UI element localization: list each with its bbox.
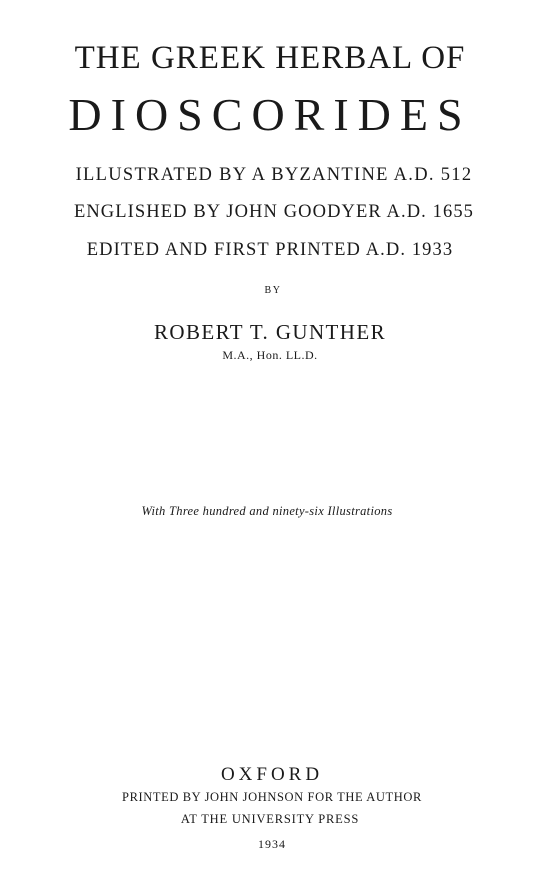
publication-year: 1934 bbox=[258, 837, 286, 851]
title-line-1: THE GREEK HERBAL OF bbox=[74, 40, 466, 76]
printer-line-2: AT THE UNIVERSITY PRESS bbox=[180, 812, 360, 826]
subtitle-line-2: ENGLISHED BY JOHN GOODYER A.D. 1655 bbox=[73, 202, 475, 222]
title-line-2: DIOSCORIDES bbox=[68, 89, 472, 140]
subtitle-line-3: EDITED AND FIRST PRINTED A.D. 1933 bbox=[86, 240, 454, 260]
author-degrees: M.A., Hon. LL.D. bbox=[222, 348, 318, 362]
publisher-city: OXFORD bbox=[220, 764, 324, 785]
printer-line-1: PRINTED BY JOHN JOHNSON FOR THE AUTHOR bbox=[122, 790, 422, 804]
by-label: BY bbox=[264, 285, 282, 296]
author-name: ROBERT T. GUNTHER bbox=[154, 320, 386, 344]
illustrations-note: With Three hundred and ninety-six Illustrations bbox=[141, 504, 393, 518]
subtitle-line-1: ILLUSTRATED BY A BYZANTINE A.D. 512 bbox=[75, 165, 473, 185]
